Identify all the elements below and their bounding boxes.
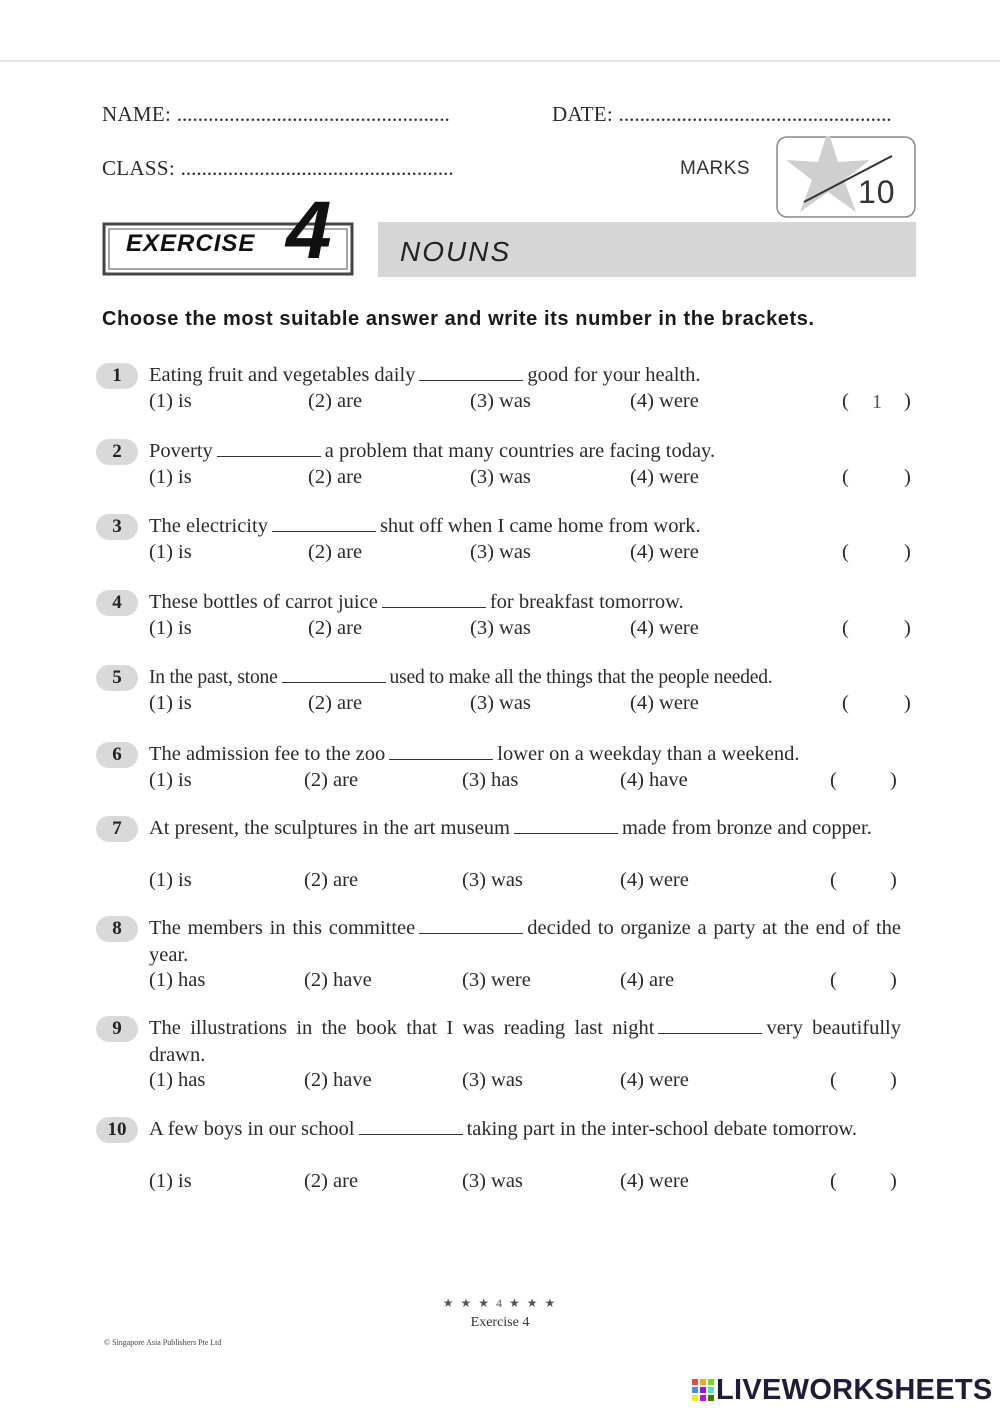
question-text: The admission fee to the zoo lower on a weekday than a weekend. <box>149 743 800 765</box>
question-text: The electricity shut off when I came home from work. <box>149 515 701 537</box>
option-4: (4) were <box>620 1069 689 1091</box>
option-3: (3) were <box>462 969 531 991</box>
option-2: (2) are <box>304 869 359 891</box>
question-number: 6 <box>96 742 138 768</box>
option-3: (3) was <box>462 1069 523 1091</box>
option-3: (3) was <box>470 692 531 714</box>
question-number: 1 <box>96 363 138 389</box>
option-3: (3) was <box>462 1170 523 1192</box>
option-2: (2) are <box>308 541 363 563</box>
option-1: (1) is <box>149 869 192 891</box>
option-2: (2) are <box>304 1170 359 1192</box>
answer-blank[interactable] <box>217 441 321 457</box>
question-number: 9 <box>96 1016 138 1042</box>
answer-blank[interactable] <box>359 1119 463 1135</box>
marks-label: MARKS <box>680 158 751 179</box>
instruction: Choose the most suitable answer and write its number in the brackets. <box>102 308 815 330</box>
option-4: (4) were <box>620 1170 689 1192</box>
option-1: (1) is <box>149 1170 192 1192</box>
footer-stars: ★ ★ ★ 4 ★ ★ ★ <box>442 1296 558 1310</box>
option-2: (2) have <box>304 969 372 991</box>
name-dots: .................................................... <box>176 102 450 126</box>
marks-total: 10 <box>858 174 896 210</box>
answer-blank[interactable] <box>272 516 376 532</box>
option-1: (1) is <box>149 617 192 639</box>
question-number: 2 <box>96 439 138 465</box>
option-2: (2) are <box>308 617 363 639</box>
option-1: (1) is <box>149 541 192 563</box>
question-number: 8 <box>96 916 138 942</box>
option-4: (4) were <box>630 390 699 412</box>
exercise-number: 4 <box>286 185 332 276</box>
question-number: 10 <box>96 1117 138 1143</box>
option-1: (1) is <box>149 466 192 488</box>
option-3: (3) was <box>470 466 531 488</box>
footer-exercise-label: Exercise 4 <box>470 1315 530 1330</box>
question-number: 3 <box>96 514 138 540</box>
name-label: NAME: <box>102 102 172 126</box>
option-3: (3) was <box>470 541 531 563</box>
liveworksheets-brand[interactable] <box>692 1374 992 1406</box>
option-3: (3) was <box>470 390 531 412</box>
question-text: The illustrations in the book that I was reading last night very beautifully drawn. <box>149 1017 901 1066</box>
option-2: (2) are <box>308 390 363 412</box>
option-3: (3) was <box>470 617 531 639</box>
option-2: (2) have <box>304 1069 372 1091</box>
option-4: (4) were <box>630 617 699 639</box>
option-1: (1) has <box>149 969 206 991</box>
answer-blank[interactable] <box>389 744 493 760</box>
class-field[interactable] <box>102 156 454 181</box>
question-text: In the past, stone used to make all the things that the people needed. <box>149 667 773 688</box>
name-field[interactable] <box>102 102 450 127</box>
option-3: (3) has <box>462 769 519 791</box>
option-1: (1) has <box>149 1069 206 1091</box>
question-number: 7 <box>96 816 138 842</box>
exercise-word: EXERCISE <box>126 230 256 257</box>
class-dots: .................................................... <box>180 156 454 180</box>
date-label: DATE: <box>552 102 613 126</box>
option-4: (4) were <box>630 541 699 563</box>
answer-blank[interactable] <box>419 365 523 381</box>
date-dots: .................................................... <box>618 102 892 126</box>
date-field[interactable] <box>552 102 892 127</box>
option-4: (4) were <box>620 869 689 891</box>
option-2: (2) are <box>304 769 359 791</box>
option-1: (1) is <box>149 692 192 714</box>
answer-blank[interactable] <box>658 1018 762 1034</box>
question-text: These bottles of carrot juice for breakfast tomorrow. <box>149 591 684 613</box>
class-label: CLASS: <box>102 156 175 180</box>
option-1: (1) is <box>149 769 192 791</box>
option-4: (4) were <box>630 692 699 714</box>
question-text: A few boys in our school taking part in the inter-school debate tomorrow. <box>149 1118 858 1140</box>
answer-blank[interactable] <box>382 592 486 608</box>
option-3: (3) was <box>462 869 523 891</box>
question-text: Poverty a problem that many countries are facing today. <box>149 440 716 462</box>
liveworksheets-wordmark: LIVEWORKSHEETS <box>716 1374 993 1406</box>
topic-title: NOUNS <box>400 236 512 267</box>
answer-blank[interactable] <box>419 918 523 934</box>
answer-blank[interactable] <box>514 818 618 834</box>
option-2: (2) are <box>308 692 363 714</box>
option-4: (4) have <box>620 769 688 791</box>
copyright: © Singapore Asia Publishers Pte Ltd <box>104 1338 222 1347</box>
option-2: (2) are <box>308 466 363 488</box>
question-text: Eating fruit and vegetables daily good for your health. <box>149 364 701 386</box>
question-text: The members in this committee decided to organize a party at the end of the year. <box>149 917 901 966</box>
answer-field[interactable]: 1 <box>872 391 882 413</box>
answer-blank[interactable] <box>282 667 386 683</box>
question-text: At present, the sculptures in the art museum made from bronze and copper. <box>149 817 872 839</box>
option-4: (4) are <box>620 969 675 991</box>
liveworksheets-logo-icon <box>692 1379 714 1401</box>
question-number: 5 <box>96 665 138 691</box>
question-number: 4 <box>96 590 138 616</box>
option-4: (4) were <box>630 466 699 488</box>
top-divider <box>0 60 1000 62</box>
option-1: (1) is <box>149 390 192 412</box>
